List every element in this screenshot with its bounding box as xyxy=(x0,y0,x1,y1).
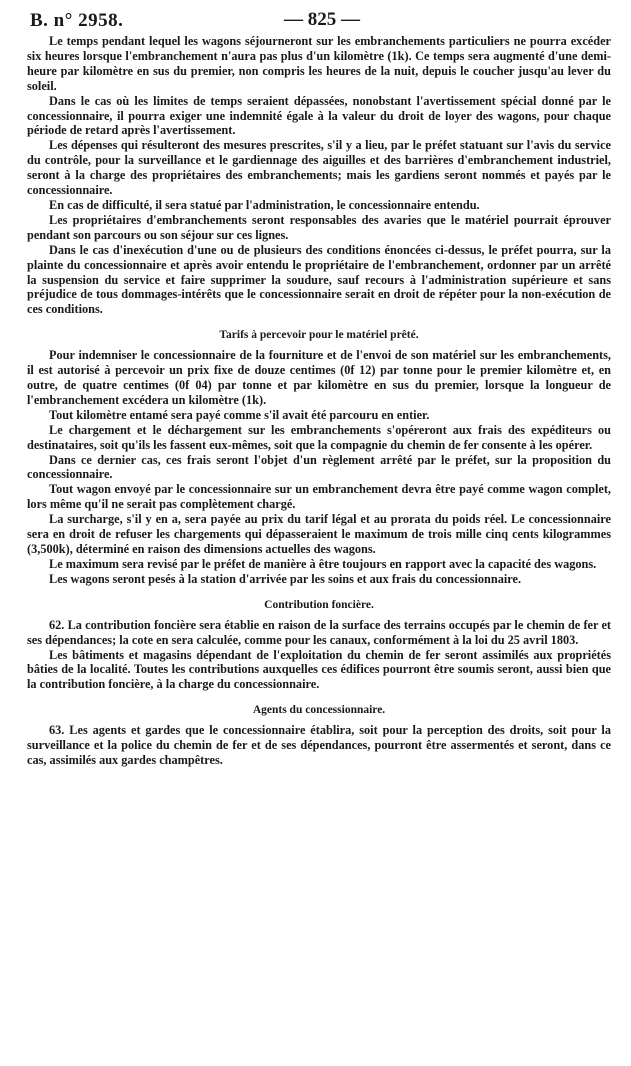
section-heading: Agents du concessionnaire. xyxy=(252,704,386,717)
paragraph: Le temps pendant lequel les wagons séjourneront sur les embranchements particuliers ne pourra excéder six heures lorsque l'embranchement n'aura pas plus d'un kilomètre (1k). Ce temps sera augmenté d'une demi-heure par kilomètre en sus du premier, non compris les heures de la nuit, depuis le coucher jusqu'au lever du soleil. xyxy=(27,34,611,93)
article-number: 62. xyxy=(49,617,65,632)
paragraph: Les dépenses qui résulteront des mesures prescrites, s'il y a lieu, par le préfet statuant sur l'avis du service du contrôle, pour la surveillance et le gardiennage des aiguilles et des barrières d'embranchement industriel, seront à la charge des propriétaires des embranchements; mais les gardiens seront nommés et payés par le concessionnaire. xyxy=(27,138,611,198)
article-text: La contribution foncière sera établie en raison de la surface des terrains occupés par le chemin de fer et ses dépendances; la cote en sera calculée, comme pour les canaux, conformément à la loi du 25 avril 1803. xyxy=(27,617,612,647)
paragraph: Les bâtiments et magasins dépendant de l'exploitation du chemin de fer seront assimilés aux propriétés bâties de la localité. Toutes les contributions auxquelles ces édifices pourront être soumis seront, aussi bien que la contribution foncière, à la charge du concessionnaire. xyxy=(27,647,611,692)
article-62 xyxy=(27,618,611,648)
paragraph: Tout kilomètre entamé sera payé comme s'il avait été parcouru en entier. xyxy=(49,407,430,422)
article-63 xyxy=(27,723,611,768)
section-contribution xyxy=(27,618,611,693)
section-heading: Tarifs à percevoir pour le matériel prêté. xyxy=(219,329,419,342)
section-heading: Contribution foncière. xyxy=(264,598,374,611)
paragraph: La surcharge, s'il y en a, sera payée au prix du tarif légal et au prorata du poids réel. Le concessionnaire sera en droit de refuser les chargements qui dépasseraient le maximum de trois mille cinq cents kilogrammes (3,500k), déterminé en raison des dimensions actuelles des wagons. xyxy=(27,512,611,556)
paragraph: Dans ce dernier cas, ces frais seront l'objet d'un règlement arrêté par le préfet, sur la proposition du concessionnaire. xyxy=(27,452,611,482)
paragraph: Les wagons seront pesés à la station d'arrivée par les soins et aux frais du concessionnaire. xyxy=(49,571,522,586)
bulletin-number: B. n° 2958. xyxy=(30,10,124,31)
paragraph: Les propriétaires d'embranchements seront responsables des avaries que le matériel pourrait éprouver pendant son parcours ou son séjour sur ces lignes. xyxy=(27,212,611,242)
paragraph: Dans le cas d'inexécution d'une ou de plusieurs des conditions énoncées ci-dessus, le préfet pourra, sur la plainte du concessionnaire et après avoir entendu le propriétaire de l'embranchement, ordonner par un arrêté la suspension du service et faire supprimer la soudure, sauf recours à l'administration supérieure et sans préjudice de tous dommages-intérêts que le concessionnaire serait en droit de répéter pour la non-exécution de ces conditions. xyxy=(27,242,611,317)
paragraph: Pour indemniser le concessionnaire de la fourniture et de l'envoi de son matériel sur les embranchements, il est autorisé à percevoir un prix fixe de douze centimes (0f 12) par tonne pour le premier kilomètre et, en outre, de quatre centimes (0f 04) par tonne et par kilomètre en sus du premier, lorsque la longueur de l'embranchement excédera un kilomètre (1k). xyxy=(27,348,611,407)
paragraph: Le maximum sera revisé par le préfet de manière à être toujours en rapport avec la capacité des wagons. xyxy=(49,556,597,571)
paragraph: Le chargement et le déchargement sur les embranchements s'opéreront aux frais des expéditeurs ou destinataires, soit qu'ils les fassent eux-mêmes, soit que la compagnie du chemin de fer consente à les opérer. xyxy=(27,422,611,452)
section-agents xyxy=(27,723,611,768)
page-header xyxy=(27,6,611,34)
article-number: 63. xyxy=(49,723,65,738)
paragraph: Dans le cas où les limites de temps seraient dépassées, nonobstant l'avertissement spécial donné par le concessionnaire, il pourra exiger une indemnité égale à la valeur du droit de loyer des wagons, pour chaque période de retard après l'avertissement. xyxy=(27,93,611,138)
section-tarifs xyxy=(27,348,611,587)
section-embranchements xyxy=(27,34,611,317)
article-text: Les agents et gardes que le concessionnaire établira, soit pour la perception des droits, soit pour la surveillance et la police du chemin de fer et de ses dépendances, pourront être assermentés et seront, dans ce cas, assimilés aux gardes champêtres. xyxy=(27,723,612,768)
page-number: — 825 — xyxy=(284,9,360,30)
paragraph: En cas de difficulté, il sera statué par l'administration, le concessionnaire entendu. xyxy=(49,197,480,212)
paragraph: Tout wagon envoyé par le concessionnaire sur un embranchement devra être payé comme wagon complet, lors même qu'il ne serait pas complètement chargé. xyxy=(27,482,611,512)
